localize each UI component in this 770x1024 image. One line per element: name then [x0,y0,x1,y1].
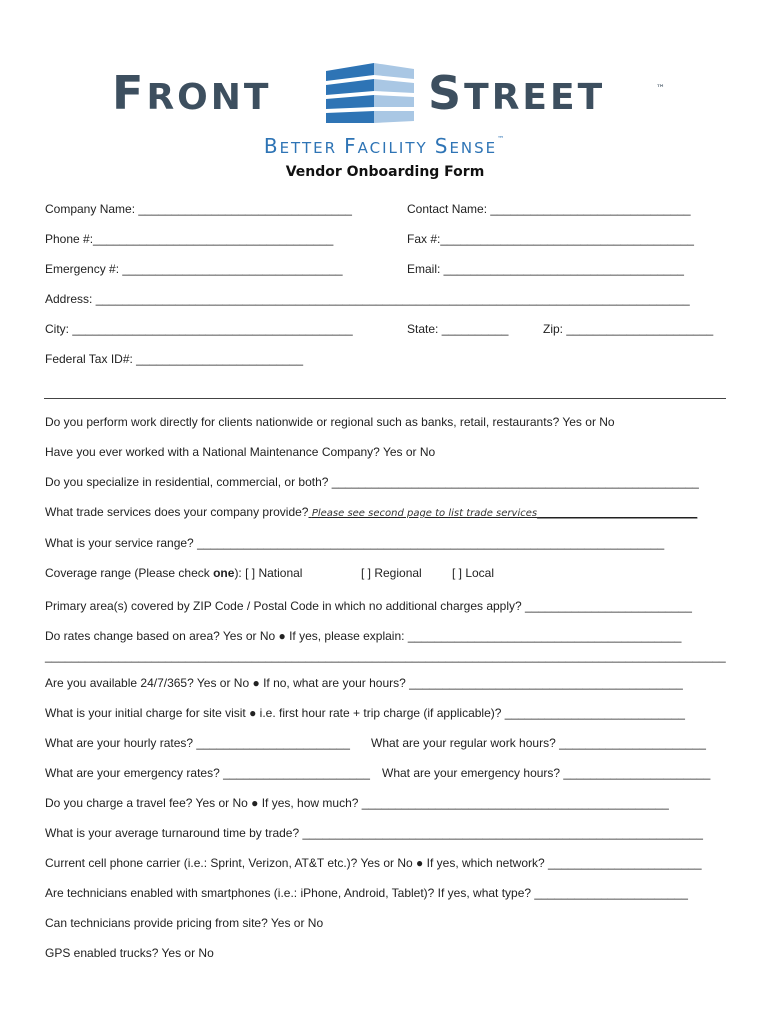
company-name-field[interactable]: Company Name: ________________________________ [45,202,352,216]
question-emergency-rates[interactable]: What are your emergency rates? ______________________ [45,766,370,780]
trade-services-answer[interactable] [308,505,697,519]
state-field[interactable]: State: __________ [407,322,509,336]
coverage-range-label: Coverage range (Please check [45,566,214,580]
question-travel-fee[interactable]: Do you charge a travel fee? Yes or No ● If yes, how much? ______________________________________________ [45,796,669,810]
tagline-f: F [344,134,358,158]
question-smartphones[interactable]: Are technicians enabled with smartphones (i.e.: iPhone, Android, Tablet)? If yes, what type? _______________________ [45,886,688,900]
building-icon [322,63,418,127]
tagline [0,136,770,156]
question-gps-trucks: GPS enabled trucks? Yes or No [45,946,214,960]
city-field[interactable]: City: __________________________________________ [45,322,353,336]
question-emergency-hours[interactable]: What are your emergency hours? ______________________ [382,766,711,780]
logo-street-rest: TREET [464,77,606,118]
question-cell-carrier[interactable]: Current cell phone carrier (i.e.: Sprint, Verizon, AT&T etc.)? Yes or No ● If yes, which network? _______________________ [45,856,702,870]
question-turnaround-time[interactable]: What is your average turnaround time by trade? ____________________________________________________________ [45,826,703,840]
logo-trademark: ™ [656,84,665,94]
question-availability[interactable]: Are you available 24/7/365? Yes or No ● If no, what are your hours? _________________________________________ [45,676,683,690]
tagline-etter: ETTER [279,139,338,157]
federal-tax-id-field[interactable]: Federal Tax ID#: _________________________ [45,352,303,366]
coverage-range-emphasis: one [213,566,235,580]
logo-word-street [428,66,606,120]
logo-front-initial: F [112,66,147,120]
address-field[interactable]: Address: _________________________________________________________________________________________ [45,292,690,306]
question-zip-coverage[interactable]: Primary area(s) covered by ZIP Code / Postal Code in which no additional charges apply? _________________________ [45,599,692,613]
tagline-ense: ENSE [449,139,498,157]
question-coverage-range [45,565,302,581]
coverage-regional-checkbox[interactable]: [ ] Regional [361,566,422,580]
trade-services-blank: ________________________ [537,505,698,519]
email-field[interactable]: Email: ____________________________________ [407,262,684,276]
logo-front-rest: RONT [146,77,272,118]
section-divider [44,398,726,399]
logo-word-front [112,66,272,120]
question-rates-change[interactable]: Do rates change based on area? Yes or No ● If yes, please explain: _________________________________________ [45,629,682,643]
question-trade-services [45,504,697,522]
coverage-local-checkbox[interactable]: [ ] Local [452,566,495,580]
rates-explanation-line[interactable]: ______________________________________________________________________________________________________ [45,649,726,663]
question-specialization[interactable]: Do you specialize in residential, commercial, or both? _______________________________________________________ [45,475,699,489]
coverage-national-checkbox[interactable]: ): [ ] National [234,566,303,580]
form-title: Vendor Onboarding Form [285,164,485,180]
question-nationwide-clients: Do you perform work directly for clients nationwide or regional such as banks, retail, restaurants? Yes or No [45,415,615,429]
question-national-maintenance: Have you ever worked with a National Maintenance Company? Yes or No [45,445,436,459]
tagline-b: B [263,134,280,158]
emergency-phone-field[interactable]: Emergency #: _________________________________ [45,262,343,276]
logo-street-initial: S [428,66,465,120]
trade-services-note: Please see second page to list trade services [311,508,538,519]
phone-field[interactable]: Phone #:____________________________________ [45,232,334,246]
question-initial-charge[interactable]: What is your initial charge for site visit ● i.e. first hour rate + trip charge (if applicable)? ___________________________ [45,706,685,720]
trade-services-label: What trade services does your company provide? [45,505,309,519]
zip-field[interactable]: Zip: ______________________ [543,322,714,336]
question-site-pricing: Can technicians provide pricing from site? Yes or No [45,916,324,930]
fax-field[interactable]: Fax #:______________________________________ [407,232,694,246]
contact-name-field[interactable]: Contact Name: ______________________________ [407,202,691,216]
tagline-trademark: ™ [497,135,507,143]
tagline-s: S [434,134,450,158]
tagline-acility: ACILITY [357,139,428,157]
question-service-range[interactable]: What is your service range? ______________________________________________________________________ [45,536,665,550]
question-regular-hours[interactable]: What are your regular work hours? ______________________ [371,736,706,750]
question-hourly-rates[interactable]: What are your hourly rates? _______________________ [45,736,350,750]
